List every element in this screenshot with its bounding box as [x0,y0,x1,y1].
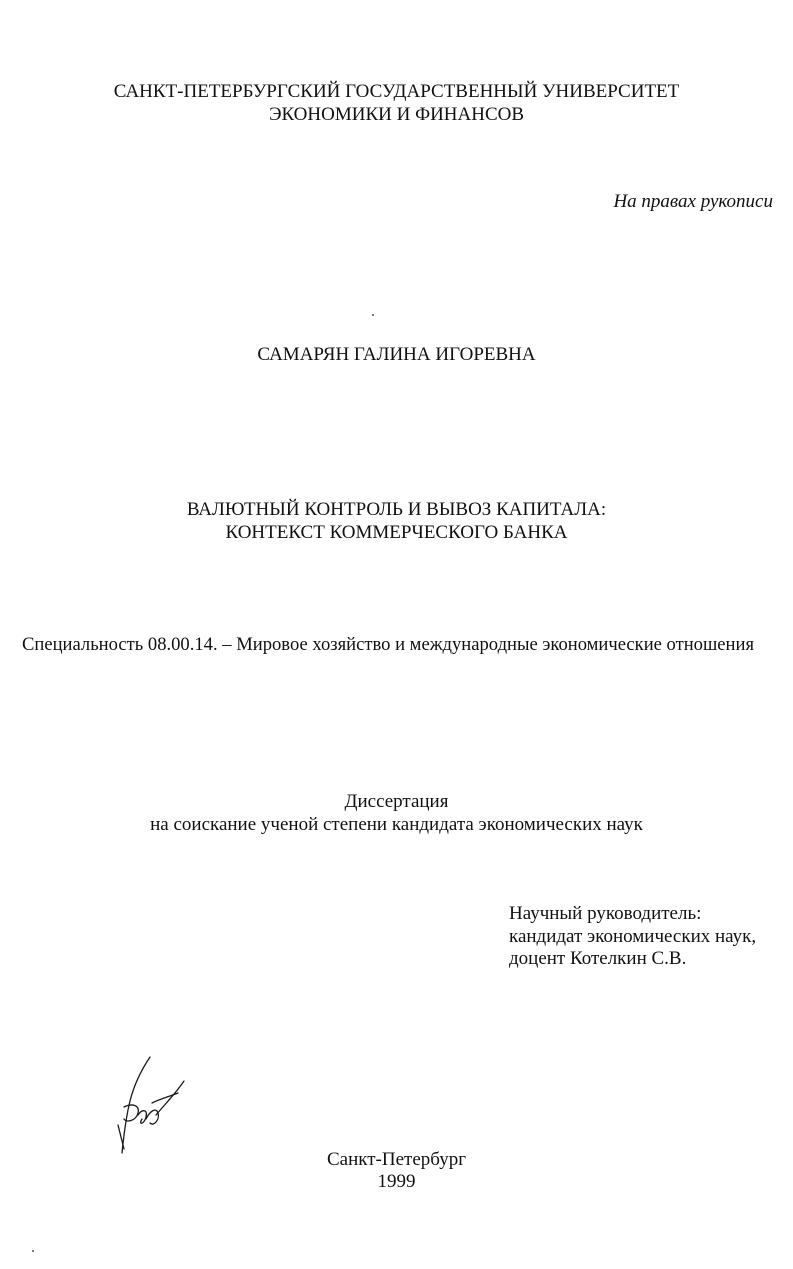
supervisor-heading: Научный руководитель: [509,903,702,924]
dissertation-title-line-2: КОНТЕКСТ КОММЕРЧЕСКОГО БАНКА [225,522,568,543]
city: Санкт-Петербург [326,1149,466,1170]
university-name-line-1: САНКТ-ПЕТЕРБУРГСКИЙ ГОСУДАРСТВЕННЫЙ УНИВЕРСИТЕТ [113,81,680,102]
degree-purpose: на соискание ученой степени кандидата экономических наук [150,814,643,835]
supervisor-name: доцент Котелкин С.В. [509,948,687,969]
scan-speck [32,1250,34,1252]
year: 1999 [377,1171,416,1192]
manuscript-rights-note: На правах рукописи [613,191,773,212]
speciality-line: Специальность 08.00.14. – Мировое хозяйство и международные экономические отношения [22,634,755,655]
scan-speck [372,314,374,316]
author-name: САМАРЯН ГАЛИНА ИГОРЕВНА [257,344,536,365]
university-name-line-2: ЭКОНОМИКИ И ФИНАНСОВ [268,104,525,125]
supervisor-degree: кандидат экономических наук, [509,926,757,947]
dissertation-label: Диссертация [344,791,449,812]
dissertation-title-line-1: ВАЛЮТНЫЙ КОНТРОЛЬ И ВЫВОЗ КАПИТАЛА: [186,499,607,520]
handwritten-signature [112,1053,192,1163]
